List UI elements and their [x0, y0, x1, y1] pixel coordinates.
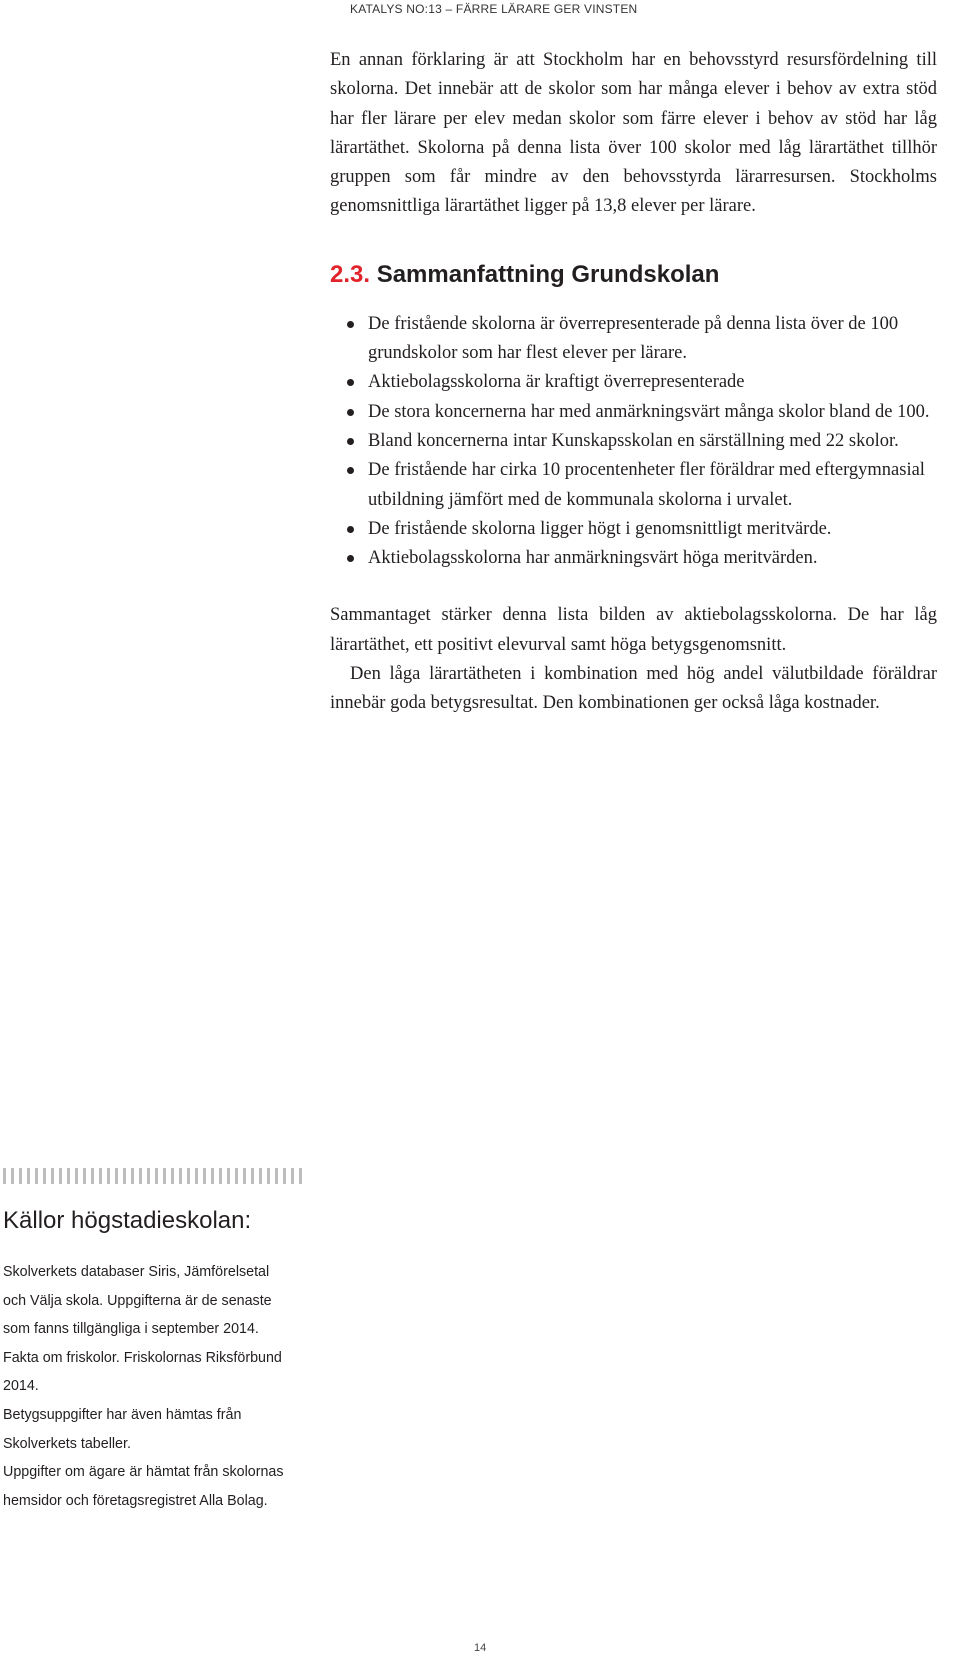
source-item: Uppgifter om ägare är hämtat från skolornas hemsidor och företagsregistret Alla Bolag. — [3, 1464, 284, 1509]
running-header: KATALYS NO:13 – FÄRRE LÄRARE GER VINSTEN — [350, 2, 638, 16]
summary-paragraph: Den låga lärartätheten i kombination med hög andel välutbildade föräldrar innebär goda betygsresultat. Den kombinationen ger också låga kostnader. — [330, 664, 937, 714]
bullet-item: De stora koncernerna har med anmärkningsvärt många skolor bland de 100. — [330, 398, 937, 427]
bullet-item: Bland koncernerna intar Kunskapsskolan en särställning med 22 skolor. — [330, 427, 937, 456]
sources-list — [3, 1258, 293, 1515]
summary-paragraph: Sammantaget stärker denna lista bilden av aktiebolagsskolorna. De har låg lärartäthet, ett positivt elevurval samt höga betygsgenomsnitt. — [330, 605, 937, 655]
source-item: Betygsuppgifter har även hämtas från Skolverkets tabeller. — [3, 1406, 242, 1452]
bullet-item: Aktiebolagsskolorna har anmärkningsvärt höga meritvärden. — [330, 544, 937, 573]
source-item: Skolverkets databaser Siris, Jämförelsetal och Välja skola. Uppgifterna är de senaste som fanns tillgängliga i september 2014. — [3, 1264, 272, 1338]
intro-paragraph: En annan förklaring är att Stockholm har en behovsstyrd resursfördelning till skolorna. Det innebär att de skolor som har många elever i behov av extra stöd har fler lärare per elev medan skolor som färre elever i behov av stöd har låg lärartäthet. Skolorna på denna lista över 100 skolor med låg lärartäthet tillhör gruppen som får mindre av den behovsstyrda lärarresursen. Stockholms genomsnittliga lärartäthet ligger på 13,8 elever per lärare. — [330, 50, 937, 217]
bullet-item: De fristående skolorna ligger högt i genomsnittligt meritvärde. — [330, 515, 937, 544]
source-item: Fakta om friskolor. Friskolornas Riksförbund 2014. — [3, 1349, 282, 1395]
section-number: 2.3. — [330, 260, 371, 288]
section-heading — [330, 260, 937, 290]
decorative-stripe — [3, 1168, 305, 1184]
page-number: 14 — [474, 1642, 487, 1654]
bullet-item: De fristående har cirka 10 procentenheter fler föräldrar med eftergymnasial utbildning jämfört med de kommunala skolorna i urvalet. — [330, 456, 937, 515]
sources-title: Källor högstadieskolan: — [3, 1207, 252, 1234]
bullet-item: Aktiebolagsskolorna är kraftigt överrepresenterade — [330, 368, 937, 397]
bullet-item: De fristående skolorna är överrepresenterade på denna lista över de 100 grundskolor som har flest elever per lärare. — [330, 310, 937, 369]
section-title: Sammanfattning Grundskolan — [376, 260, 720, 288]
main-column — [330, 46, 937, 719]
summary-bullet-list — [330, 310, 937, 574]
